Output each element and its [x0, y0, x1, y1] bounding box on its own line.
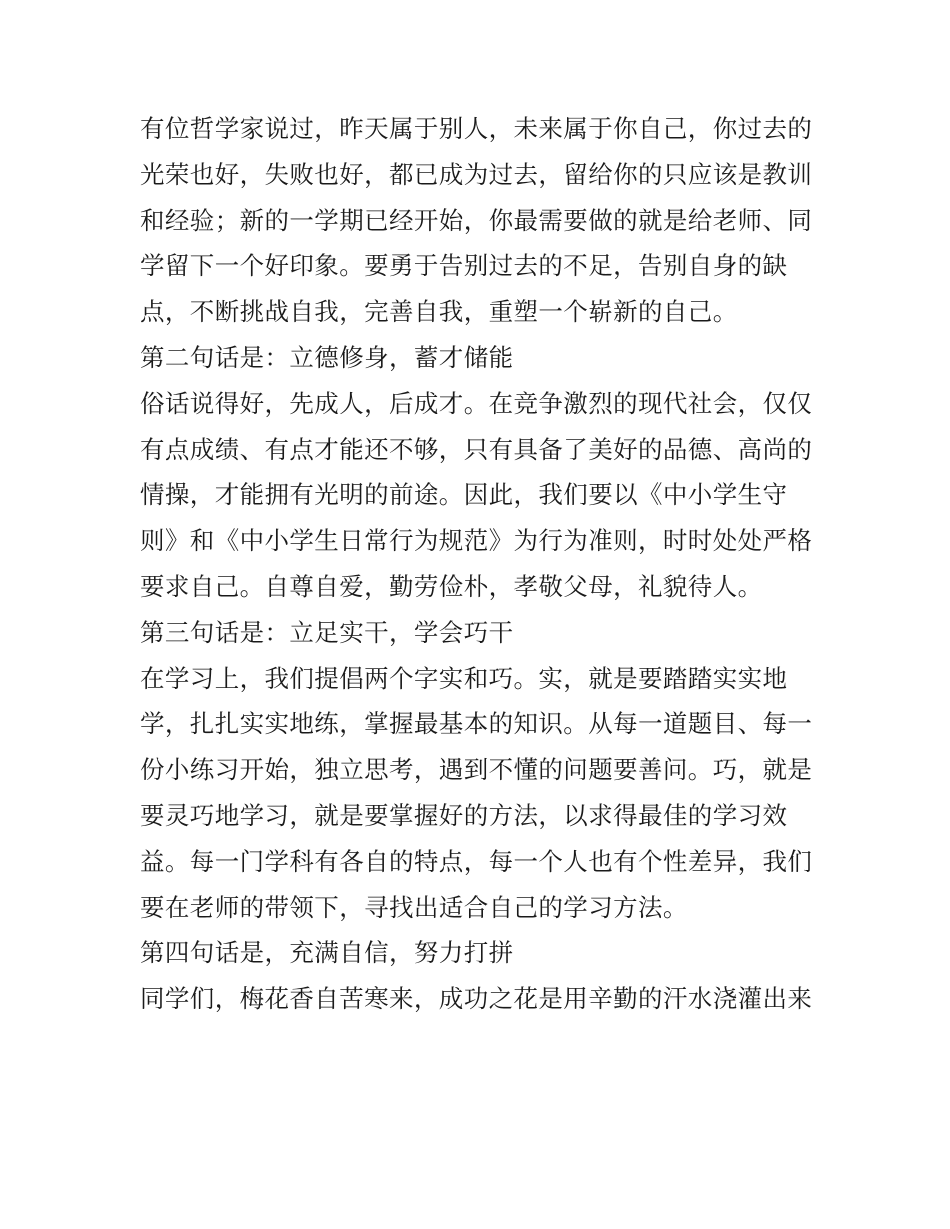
- paragraph-line: 同学们，梅花香自苦寒来，成功之花是用辛勤的汗水浇灌出来: [140, 984, 813, 1014]
- paragraph-line: 要在老师的带领下，寻找出适合自己的学习方法。: [140, 892, 688, 922]
- paragraph-line: 份小练习开始，独立思考，遇到不懂的问题要善问。巧，就是: [140, 755, 813, 785]
- section-heading: 第二句话是：立德修身，蓄才储能: [140, 342, 514, 372]
- paragraph-line: 光荣也好，失败也好，都已成为过去，留给你的只应该是教训: [140, 159, 813, 189]
- paragraph-line: 学留下一个好印象。要勇于告别过去的不足，告别自身的缺: [140, 251, 788, 281]
- paragraph-line: 学，扎扎实实地练，掌握最基本的知识。从每一道题目、每一: [140, 709, 813, 739]
- paragraph-line: 要求自己。自尊自爱，勤劳俭朴，孝敬父母，礼貌待人。: [140, 571, 763, 601]
- paragraph-line: 俗话说得好，先成人，后成才。在竞争激烈的现代社会，仅仅: [140, 388, 813, 418]
- paragraph-line: 要灵巧地学习，就是要掌握好的方法，以求得最佳的学习效: [140, 800, 788, 830]
- paragraph-line: 益。每一门学科有各自的特点，每一个人也有个性差异，我们: [140, 846, 813, 876]
- section-heading: 第三句话是：立足实干，学会巧干: [140, 617, 514, 647]
- paragraph-line: 在学习上，我们提倡两个字实和巧。实，就是要踏踏实实地: [140, 663, 788, 693]
- paragraph-line: 则》和《中小学生日常行为规范》为行为准则，时时处处严格: [140, 526, 813, 556]
- paragraph-line: 和经验；新的一学期已经开始，你最需要做的就是给老师、同: [140, 205, 813, 235]
- paragraph-line: 点，不断挑战自我，完善自我，重塑一个崭新的自己。: [140, 297, 738, 327]
- paragraph-line: 情操，才能拥有光明的前途。因此，我们要以《中小学生守: [140, 480, 788, 510]
- paragraph-line: 有点成绩、有点才能还不够，只有具备了美好的品德、高尚的: [140, 434, 813, 464]
- section-heading: 第四句话是，充满自信，努力打拼: [140, 938, 514, 968]
- document-body: [140, 106, 820, 1022]
- paragraph-line: 有位哲学家说过，昨天属于别人，未来属于你自己，你过去的: [140, 114, 813, 143]
